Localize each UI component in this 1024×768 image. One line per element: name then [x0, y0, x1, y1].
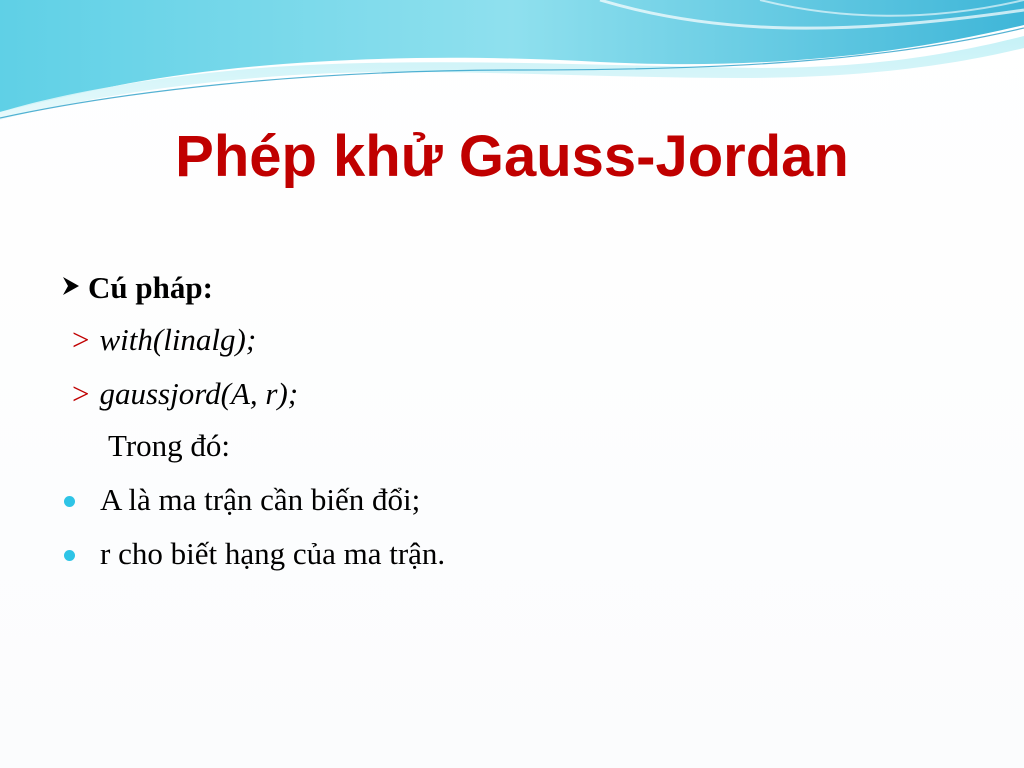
header-wave-decoration: [0, 0, 1024, 130]
prompt-symbol: >: [72, 376, 90, 411]
round-bullet-icon: [64, 496, 75, 507]
prompt-symbol: >: [72, 322, 90, 357]
command-line: [72, 324, 256, 355]
slide-title: Phép khử Gauss-Jordan: [175, 124, 849, 189]
round-bullet-icon: [64, 550, 75, 561]
where-label: Trong đó:: [108, 428, 231, 463]
command-code: gaussjord(A, r);: [99, 376, 299, 411]
syntax-heading: Cú pháp:: [88, 270, 213, 305]
command-code: with(linalg);: [99, 322, 257, 357]
list-item: r cho biết hạng của ma trận.: [100, 536, 446, 571]
syntax-heading-row: [62, 272, 213, 303]
arrowhead-bullet-icon: [62, 276, 88, 301]
command-line: [72, 378, 298, 409]
list-item: A là ma trận cần biến đổi;: [100, 482, 421, 517]
